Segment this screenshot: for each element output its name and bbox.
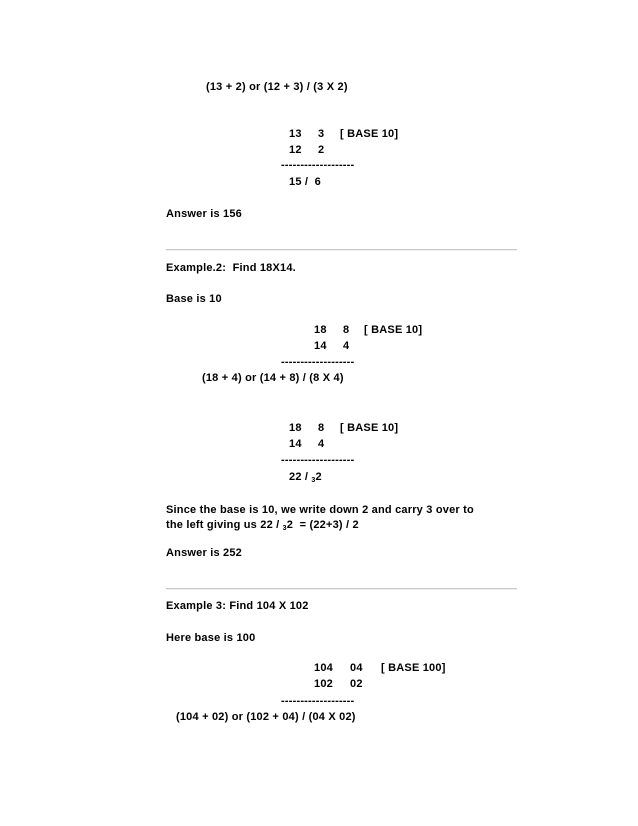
example3-row1-number: 104 (314, 662, 333, 674)
example2-answer: Answer is 252 (166, 547, 242, 559)
example3-divider-dashes: ------------------- (281, 695, 355, 707)
example2-result: 22 / $_3$2 (289, 471, 322, 484)
example1-row1-deviation: 3 (318, 128, 325, 140)
example1-row2-deviation: 2 (318, 144, 325, 156)
example2-explanation-line1: Since the base is 10, we write down 2 and carry 3 over to (166, 504, 474, 516)
example2-table1-row1-number: 18 (314, 324, 327, 336)
example3-row1-deviation: 04 (350, 662, 363, 674)
example1-expression: (13 + 2) or (12 + 3) / (3 X 2) (206, 81, 348, 93)
example1-answer: Answer is 156 (166, 208, 242, 220)
example2-table1-row2-number: 14 (314, 340, 327, 352)
example3-expression: (104 + 02) or (102 + 04) / (04 X 02) (176, 711, 356, 723)
example3-title: Example 3: Find 104 X 102 (166, 600, 309, 612)
example1-divider-dashes: ------------------- (281, 159, 355, 171)
carry-digit: 3 (311, 477, 316, 484)
example2-expression: (18 + 4) or (14 + 8) / (8 X 4) (202, 372, 344, 384)
example2-title: Example.2: Find 18X14. (166, 262, 296, 274)
example2-table2-row2-number: 14 (289, 438, 302, 450)
carry-digit: 3 (282, 525, 287, 532)
section-divider-1 (166, 249, 517, 251)
example2-table2-row1-deviation: 8 (318, 422, 325, 434)
example2-table2-divider-dashes: ------------------- (281, 454, 355, 466)
example2-table2-row1-number: 18 (289, 422, 302, 434)
section-divider-2 (166, 588, 517, 590)
example1-result: 15 / 6 (289, 176, 321, 188)
example3-row2-number: 102 (314, 678, 333, 690)
example1-base-label: [ BASE 10] (340, 128, 399, 140)
example2-table2-base-label: [ BASE 10] (340, 422, 399, 434)
example2-table1-row1-deviation: 8 (343, 324, 350, 336)
example2-table1-base-label: [ BASE 10] (364, 324, 423, 336)
example2-table2-row2-deviation: 4 (318, 438, 325, 450)
example2-explanation-line2: the left giving us 22 / $_3$2 = (22+3) / 2 (166, 519, 359, 532)
example1-row1-number: 13 (289, 128, 302, 140)
example1-row2-number: 12 (289, 144, 302, 156)
example3-base-label: [ BASE 100] (381, 662, 446, 674)
example3-row2-deviation: 02 (350, 678, 363, 690)
example2-base-text: Base is 10 (166, 293, 222, 305)
example2-table1-divider-dashes: ------------------- (281, 356, 355, 368)
example3-base-text: Here base is 100 (166, 632, 256, 644)
example2-table1-row2-deviation: 4 (343, 340, 350, 352)
